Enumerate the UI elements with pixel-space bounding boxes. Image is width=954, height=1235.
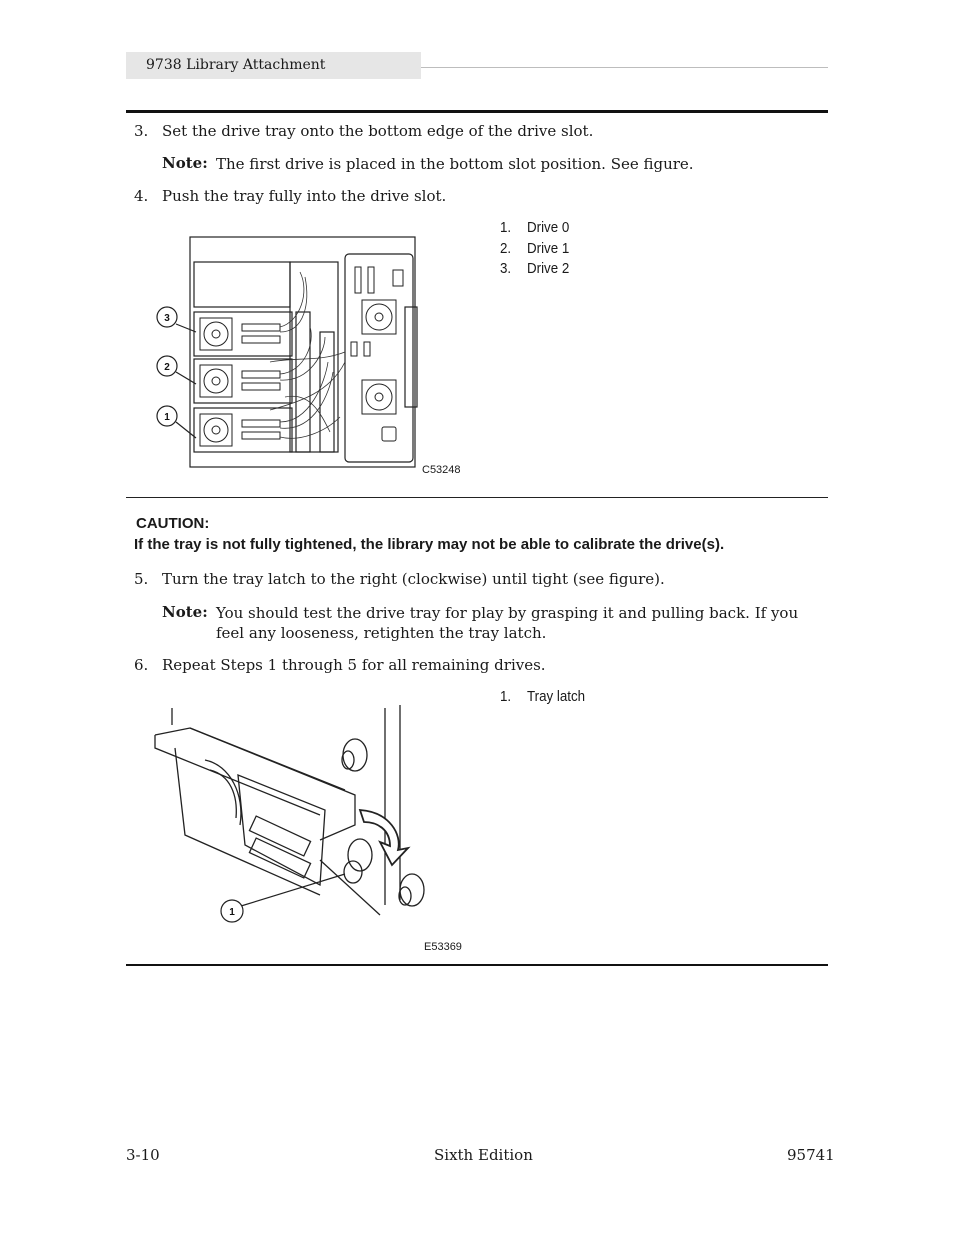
- step-4-text: Push the tray fully into the drive slot.: [162, 187, 447, 205]
- step-5-number: 5.: [134, 570, 149, 588]
- figure1-legend-num-2: 2.: [500, 241, 512, 257]
- step-6-number: 6.: [134, 656, 149, 674]
- caution-rule: [126, 497, 828, 498]
- figure1-legend-label-2: Drive 1: [527, 241, 570, 257]
- figure2-callout-1: 1: [229, 907, 235, 918]
- figure2-legend-label-1: Tray latch: [527, 689, 586, 705]
- running-header-title: 9738 Library Attachment: [146, 57, 326, 73]
- figure2-code: E53369: [424, 941, 462, 953]
- step-6-text: Repeat Steps 1 through 5 for all remaining drives.: [162, 656, 546, 674]
- figure1-callout-3: 3: [164, 313, 170, 324]
- step-4-number: 4.: [134, 187, 149, 205]
- figure1-legend-label-3: Drive 2: [527, 261, 570, 277]
- footer-doc-number: 95741: [787, 1146, 835, 1164]
- figure1-code: C53248: [422, 464, 461, 476]
- note-1-label: Note:: [162, 154, 208, 172]
- step-3-text: Set the drive tray onto the bottom edge of the drive slot.: [162, 122, 594, 140]
- figure1-legend-num-3: 3.: [500, 261, 512, 277]
- figure1-legend-num-1: 1.: [500, 220, 512, 236]
- footer-page-number: 3-10: [126, 1146, 160, 1164]
- tray-latch-figure: [150, 700, 440, 935]
- note-2-text: You should test the drive tray for play by grasping it and pulling back. If you feel any looseness, retighten the tray latch.: [216, 604, 799, 642]
- figure1-callout-2: 2: [164, 362, 170, 373]
- note-1-text: The first drive is placed in the bottom slot position. See figure.: [216, 155, 694, 173]
- footer-edition: Sixth Edition: [434, 1146, 533, 1164]
- step-5-text: Turn the tray latch to the right (clockwise) until tight (see figure).: [162, 570, 665, 588]
- caution-title: CAUTION:: [136, 515, 210, 532]
- figure1-legend-label-1: Drive 0: [527, 220, 570, 236]
- caution-text: If the tray is not fully tightened, the library may not be able to calibrate the drive(s).: [134, 536, 725, 553]
- figure1-callout-1: 1: [164, 412, 170, 423]
- section-top-rule: [126, 110, 828, 113]
- section-bottom-rule: [126, 964, 828, 966]
- figure2-legend-num-1: 1.: [500, 689, 512, 705]
- header-rule: [421, 67, 828, 68]
- drive-bay-figure: [150, 232, 440, 472]
- step-3-number: 3.: [134, 122, 149, 140]
- note-2-label: Note:: [162, 603, 208, 621]
